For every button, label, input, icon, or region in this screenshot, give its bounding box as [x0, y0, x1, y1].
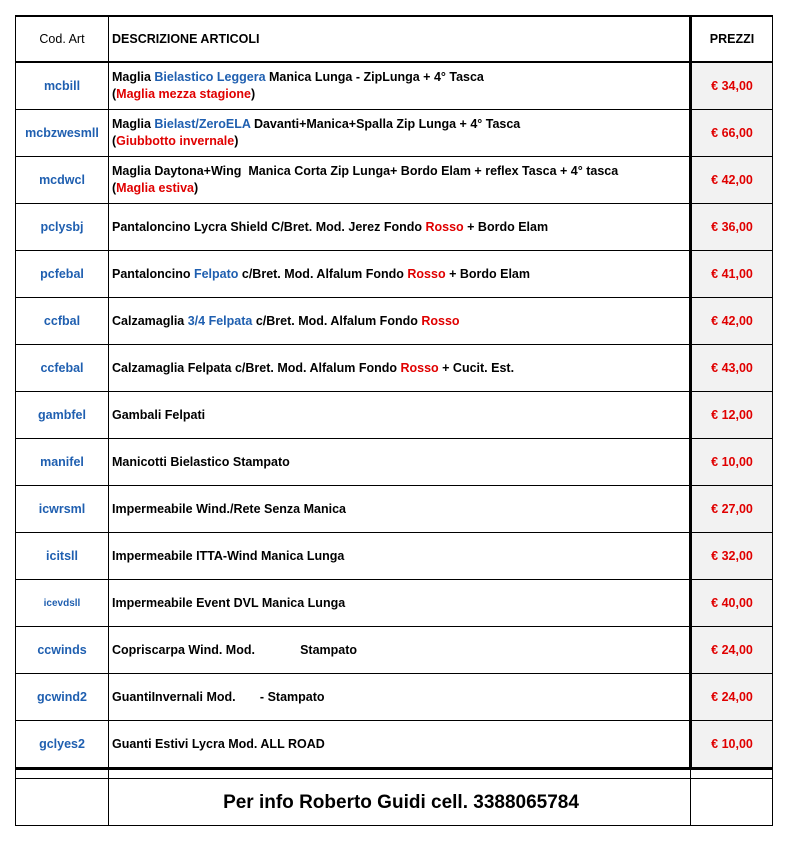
table-row [16, 674, 773, 721]
table-row [16, 533, 773, 580]
article-code: mcbzwesmll [16, 110, 109, 157]
description-segment: GuantiInvernali Mod. - Stampato [112, 689, 325, 704]
description-line [112, 642, 689, 659]
description-segment: Rosso [407, 266, 446, 281]
article-price: € 41,00 [691, 251, 773, 298]
description-segment: Rosso [421, 313, 460, 328]
description-line [112, 454, 689, 471]
description-line [112, 133, 689, 150]
article-code: icevdsll [16, 580, 109, 627]
spacer-cell [16, 769, 109, 779]
spacer-cell [691, 769, 773, 779]
article-code: pclysbj [16, 204, 109, 251]
description-segment: ( [112, 87, 117, 101]
table-row [16, 204, 773, 251]
description-segment: Impermeabile Event DVL Manica Lunga [112, 595, 346, 610]
description-line [112, 595, 689, 612]
description-segment: c/Bret. Mod. Alfalum Fondo [252, 313, 422, 328]
description-line [112, 163, 689, 180]
article-code: gcwind2 [16, 674, 109, 721]
description-segment: Manica Lunga - ZipLunga + 4° Tasca [265, 70, 484, 84]
price-list-table [15, 15, 773, 826]
table-row [16, 486, 773, 533]
article-description [109, 392, 691, 439]
description-line [112, 69, 689, 86]
article-price: € 36,00 [691, 204, 773, 251]
article-description [109, 251, 691, 298]
article-description [109, 157, 691, 204]
table-row [16, 157, 773, 204]
table-row [16, 627, 773, 674]
description-segment: Calzamaglia Felpata c/Bret. Mod. Alfalum Fondo [112, 360, 401, 375]
description-segment: Pantaloncino Lycra Shield C/Bret. Mod. Jerez Fondo [112, 219, 426, 234]
article-price: € 43,00 [691, 345, 773, 392]
description-segment: ) [194, 181, 199, 195]
article-description [109, 580, 691, 627]
description-segment: 3/4 Felpata [187, 313, 253, 328]
table-row [16, 251, 773, 298]
article-description [109, 298, 691, 345]
description-segment: Impermeabile ITTA-Wind Manica Lunga [112, 548, 345, 563]
article-description [109, 486, 691, 533]
description-line [112, 116, 689, 133]
article-price: € 12,00 [691, 392, 773, 439]
description-segment: Impermeabile Wind./Rete Senza Manica [112, 501, 346, 516]
footer-empty-cell [16, 779, 109, 826]
table-body [16, 16, 773, 826]
description-segment: Maglia [112, 117, 155, 131]
article-price: € 66,00 [691, 110, 773, 157]
table-row [16, 392, 773, 439]
article-code: ccfbal [16, 298, 109, 345]
description-segment: + Cucit. Est. [438, 360, 515, 375]
description-line [112, 501, 689, 518]
table-row [16, 721, 773, 769]
article-code: gambfel [16, 392, 109, 439]
article-price: € 34,00 [691, 62, 773, 110]
description-segment: + Bordo Elam [445, 266, 530, 281]
footer-row [16, 779, 773, 826]
description-segment: Davanti+Manica+Spalla Zip Lunga + 4° Tasca [250, 117, 521, 131]
description-segment: Rosso [425, 219, 464, 234]
description-line [112, 548, 689, 565]
description-segment: ( [112, 134, 117, 148]
description-line [112, 360, 689, 377]
article-code: ccwinds [16, 627, 109, 674]
article-code: mcbill [16, 62, 109, 110]
article-code: gclyes2 [16, 721, 109, 769]
contact-info: Per info Roberto Guidi cell. 3388065784 [109, 779, 691, 826]
description-line [112, 736, 689, 753]
article-description [109, 674, 691, 721]
article-code: ccfebal [16, 345, 109, 392]
footer-empty-cell [691, 779, 773, 826]
description-segment: Felpato [193, 266, 239, 281]
spacer-cell [109, 769, 691, 779]
header-price: PREZZI [691, 16, 773, 62]
article-price: € 10,00 [691, 439, 773, 486]
header-description: DESCRIZIONE ARTICOLI [109, 16, 691, 62]
article-code: icitsll [16, 533, 109, 580]
description-line [112, 180, 689, 197]
table-row [16, 439, 773, 486]
article-price: € 40,00 [691, 580, 773, 627]
article-description [109, 721, 691, 769]
header-row [16, 16, 773, 62]
table-row [16, 62, 773, 110]
article-description [109, 439, 691, 486]
header-code: Cod. Art [16, 16, 109, 62]
table-row [16, 345, 773, 392]
article-description [109, 62, 691, 110]
description-segment: Copriscarpa Wind. Mod. Stampato [112, 642, 358, 657]
description-segment: ) [234, 134, 239, 148]
article-description [109, 110, 691, 157]
description-segment: Bielast/ZeroELA [154, 117, 251, 131]
article-description [109, 204, 691, 251]
description-segment: Giubbotto invernale [116, 134, 235, 148]
article-description [109, 533, 691, 580]
description-segment: Rosso [400, 360, 439, 375]
description-segment: Gambali Felpati [112, 407, 206, 422]
description-line [112, 313, 689, 330]
article-description [109, 627, 691, 674]
description-line [112, 407, 689, 424]
description-segment: Maglia estiva [116, 181, 194, 195]
description-segment: ( [112, 181, 117, 195]
article-price: € 32,00 [691, 533, 773, 580]
article-description [109, 345, 691, 392]
description-segment: Guanti Estivi Lycra Mod. ALL ROAD [112, 736, 325, 751]
description-segment: c/Bret. Mod. Alfalum Fondo [238, 266, 408, 281]
table-row [16, 298, 773, 345]
table-row [16, 110, 773, 157]
article-code: manifel [16, 439, 109, 486]
article-price: € 24,00 [691, 674, 773, 721]
article-price: € 27,00 [691, 486, 773, 533]
table-row [16, 580, 773, 627]
description-segment: Maglia [112, 70, 155, 84]
description-line [112, 266, 689, 283]
description-segment: Manicotti Bielastico Stampato [112, 454, 290, 469]
article-code: icwrsml [16, 486, 109, 533]
description-segment: Maglia mezza stagione [116, 87, 251, 101]
article-code: pcfebal [16, 251, 109, 298]
description-line [112, 86, 689, 103]
description-segment: Pantaloncino [112, 266, 194, 281]
article-price: € 42,00 [691, 298, 773, 345]
article-price: € 42,00 [691, 157, 773, 204]
description-segment: + Bordo Elam [463, 219, 549, 234]
description-segment: ) [250, 87, 256, 101]
article-price: € 24,00 [691, 627, 773, 674]
description-segment: Maglia Daytona+Wing Manica Corta Zip Lunga+ Bordo Elam + reflex Tasca + 4° tasca [112, 164, 619, 178]
description-segment: Calzamaglia [112, 313, 188, 328]
description-line [112, 219, 689, 236]
description-line [112, 689, 689, 706]
article-price: € 10,00 [691, 721, 773, 769]
spacer-row [16, 769, 773, 779]
description-segment: Bielastico Leggera [154, 70, 266, 84]
article-code: mcdwcl [16, 157, 109, 204]
